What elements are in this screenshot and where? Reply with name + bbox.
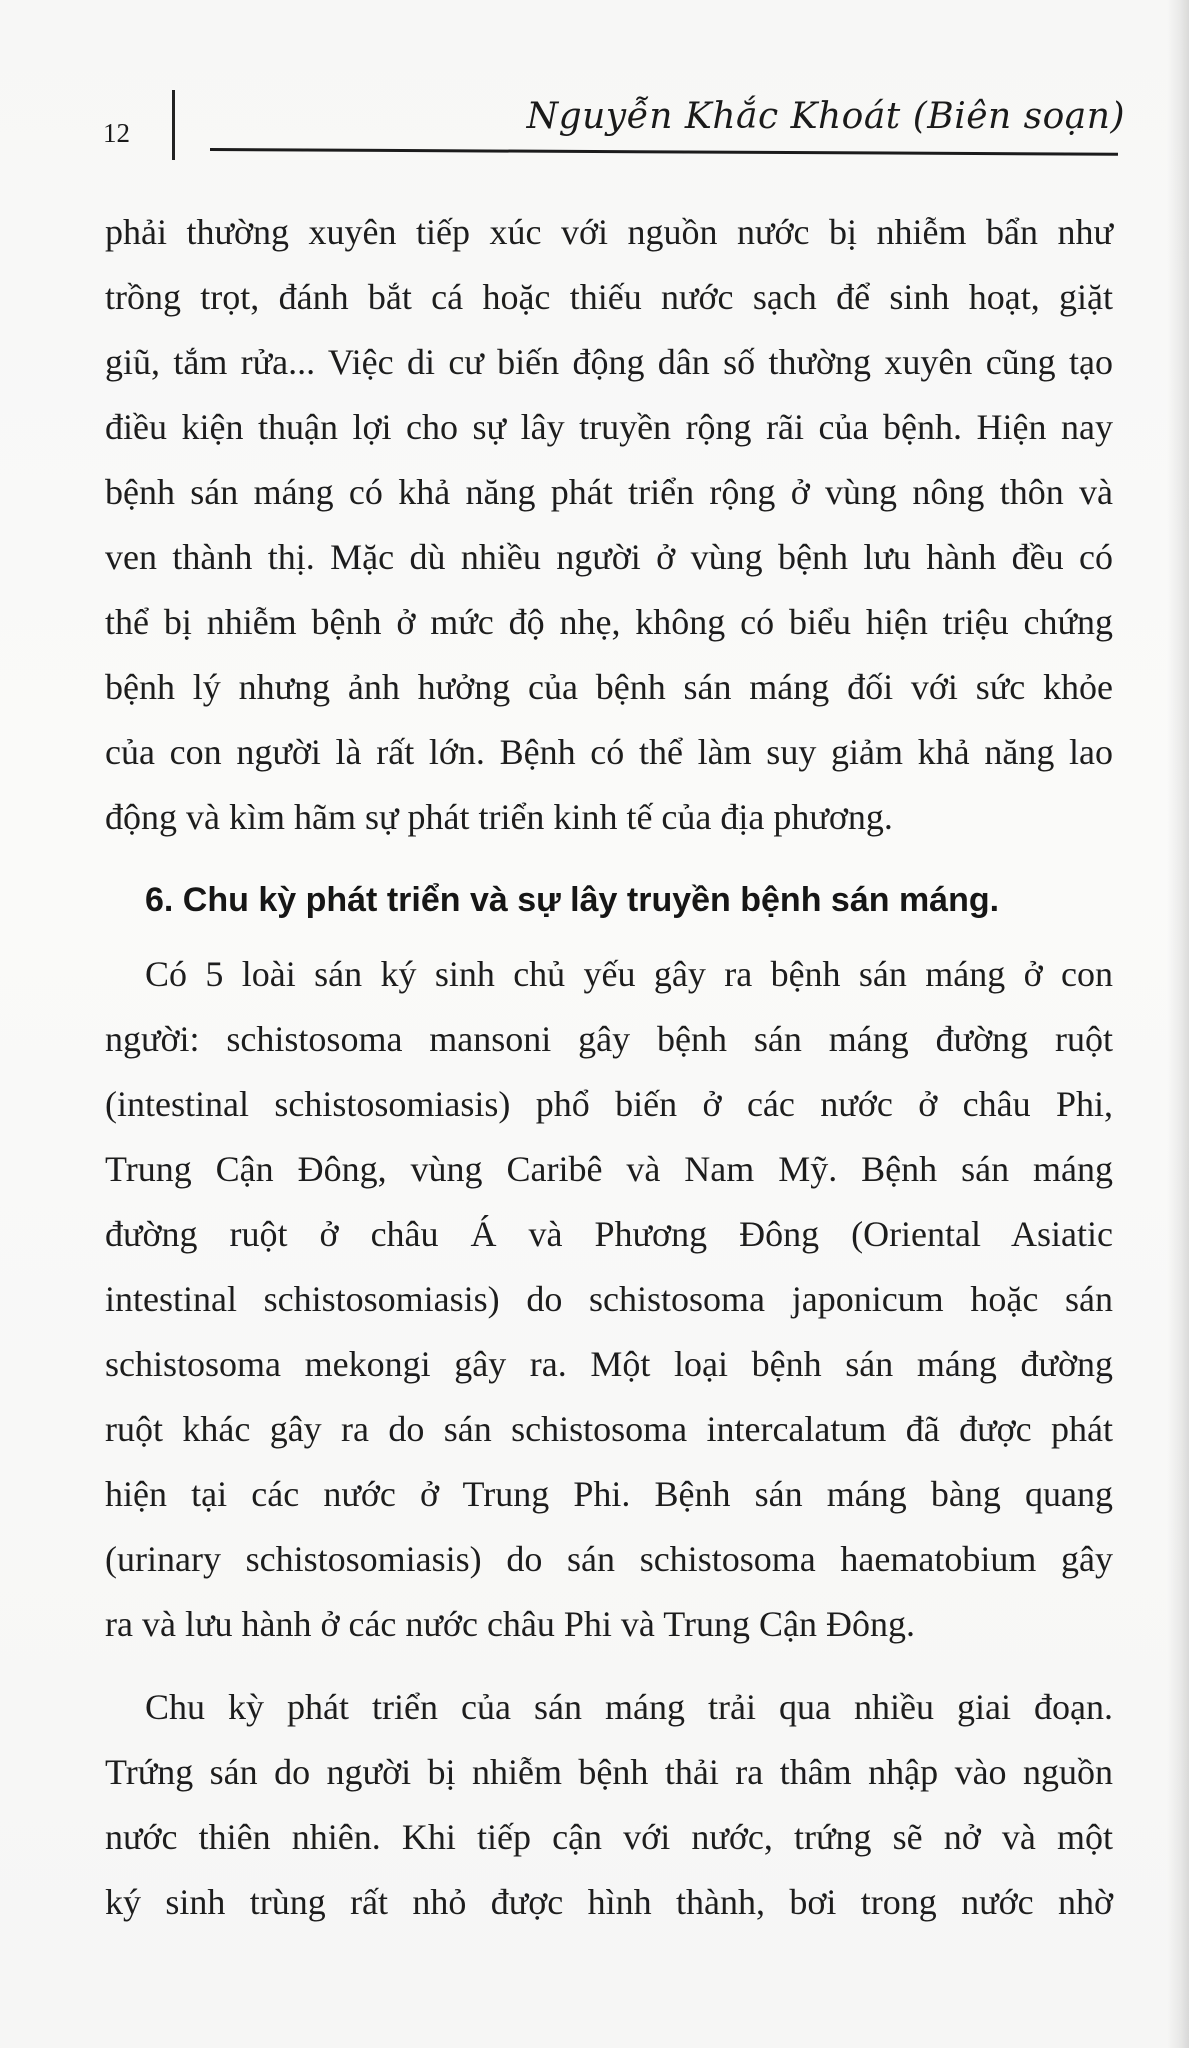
- header-divider-bar: [172, 90, 175, 160]
- text-line: (intestinal schistosomiasis) phổ biến ở các nước ở châu Phi,: [105, 1084, 1113, 1124]
- text-line: Trung Cận Đông, vùng Caribê và Nam Mỹ. Bệnh sán máng: [105, 1149, 1113, 1189]
- section-heading: 6. Chu kỳ phát triển và sự lây truyền bệnh sán máng.: [145, 881, 1000, 919]
- text-line: thể bị nhiễm bệnh ở mức độ nhẹ, không có biểu hiện triệu chứng: [105, 602, 1113, 642]
- text-line: trồng trọt, đánh bắt cá hoặc thiếu nước sạch để sinh hoạt, giặt: [105, 277, 1113, 317]
- text-line: điều kiện thuận lợi cho sự lây truyền rộng rãi của bệnh. Hiện nay: [105, 407, 1113, 447]
- text-line: (urinary schistosomiasis) do sán schistosoma haematobium gây: [105, 1539, 1113, 1579]
- text-line: Trứng sán do người bị nhiễm bệnh thải ra thâm nhập vào nguồn: [105, 1752, 1113, 1792]
- text-line: động và kìm hãm sự phát triển kinh tế của địa phương.: [105, 797, 893, 837]
- text-line: intestinal schistosomiasis) do schistosoma japonicum hoặc sán: [105, 1279, 1113, 1319]
- text-line: bệnh sán máng có khả năng phát triển rộng ở vùng nông thôn và: [105, 472, 1113, 512]
- text-line: đường ruột ở châu Á và Phương Đông (Oriental Asiatic: [105, 1214, 1113, 1254]
- page-number: 12: [103, 118, 130, 148]
- header-rule: [210, 148, 1118, 156]
- text-line: của con người là rất lớn. Bệnh có thể làm suy giảm khả năng lao: [105, 732, 1113, 772]
- text-line: ven thành thị. Mặc dù nhiều người ở vùng bệnh lưu hành đều có: [105, 537, 1113, 577]
- text-line: ký sinh trùng rất nhỏ được hình thành, bơi trong nước nhờ: [105, 1882, 1113, 1922]
- text-line: phải thường xuyên tiếp xúc với nguồn nước bị nhiễm bẩn như: [105, 212, 1113, 252]
- text-line: nước thiên nhiên. Khi tiếp cận với nước, trứng sẽ nở và một: [105, 1817, 1113, 1857]
- paragraph-gap: [105, 1657, 1113, 1675]
- running-header: [0, 0, 1189, 160]
- text-line: Chu kỳ phát triển của sán máng trải qua nhiều giai đoạn.: [145, 1687, 1113, 1727]
- paragraph-1: [105, 200, 1113, 850]
- paragraph-2: [105, 942, 1113, 1657]
- text-line: schistosoma mekongi gây ra. Một loại bệnh sán máng đường: [105, 1344, 1113, 1384]
- text-line: giũ, tắm rửa... Việc di cư biến động dân số thường xuyên cũng tạo: [105, 342, 1113, 382]
- text-line: Có 5 loài sán ký sinh chủ yếu gây ra bệnh sán máng ở con: [145, 954, 1113, 994]
- text-line: hiện tại các nước ở Trung Phi. Bệnh sán máng bàng quang: [105, 1474, 1113, 1514]
- text-line: bệnh lý nhưng ảnh hưởng của bệnh sán máng đối với sức khỏe: [105, 667, 1113, 707]
- body-text: [105, 200, 1113, 1935]
- text-line: ruột khác gây ra do sán schistosoma intercalatum đã được phát: [105, 1409, 1113, 1449]
- running-header-title: Nguyễn Khắc Khoát (Biên soạn): [526, 96, 1125, 137]
- paragraph-3: [105, 1675, 1113, 1935]
- text-line: ra và lưu hành ở các nước châu Phi và Trung Cận Đông.: [105, 1604, 915, 1644]
- page-edge-shadow: [1167, 0, 1189, 2048]
- text-line: người: schistosoma mansoni gây bệnh sán máng đường ruột: [105, 1019, 1113, 1059]
